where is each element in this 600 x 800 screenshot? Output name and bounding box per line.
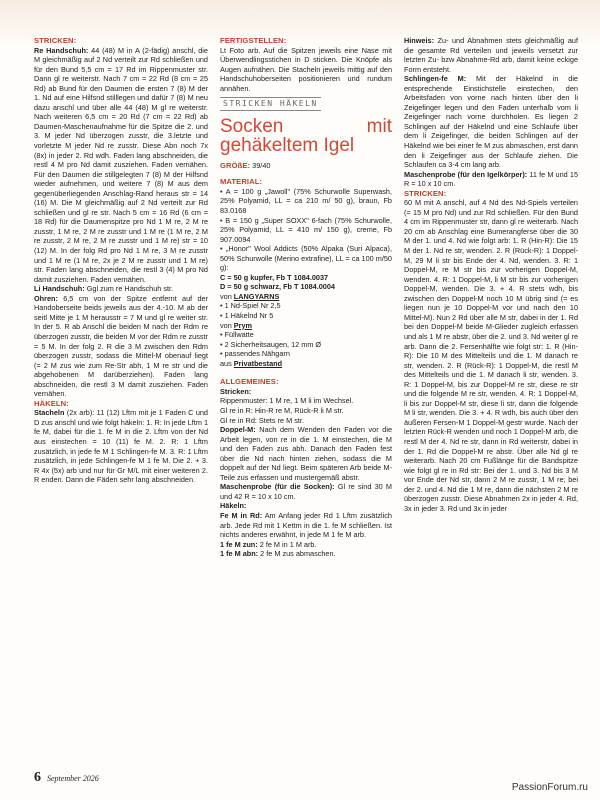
ohren-instructions (34, 294, 208, 399)
column-right (404, 36, 578, 513)
extra-item: • Füllwatte (220, 330, 254, 340)
glre-r-line: Gl re in R: Hin-R re M, Rück-R li M str. (220, 405, 344, 415)
schlingen-title: Schlingen-fe M: (404, 74, 467, 84)
doppel-m-paragraph (220, 425, 392, 482)
page-footer (34, 770, 99, 786)
li-handschuh-text: Ggl zum re Handschuh str. (86, 284, 174, 294)
re-handschuh-instructions (34, 46, 208, 285)
maschenprobe-igel-title: Maschenprobe (für den Igelkörper): (404, 169, 528, 179)
extra-item: • passendes Nähgarn (220, 349, 290, 359)
needle-item: • 1 Häkelnd Nr 5 (220, 311, 274, 321)
von-label: von (220, 320, 232, 330)
glre-rd-line: Gl re in Rd: Stets re M str. (220, 415, 304, 425)
fertigstellen-text: Lt Foto arb. Auf die Spitzen jeweils eine Nase mit Überwendlingsstichen in D sticken. Die Knöpfe als Augen aufnähen. Die Stacheln jeweils mittig auf den Handschuhoberseiten positionieren und rundum annähen. (220, 45, 392, 93)
li-handschuh-title: Li Handschuh: (34, 284, 85, 294)
fem-rd-text: Am Anfang jeder Rd 1 Lftm zusätzlich arb. Jede Rd mit 1 Kettm in die 1. fe M schließen. Ist nichts anderes erwähnt, in jede M 1 fe M arb. (220, 510, 392, 540)
allgemeines-heading: ALLGEMEINES: (220, 377, 279, 387)
issue-date: September 2026 (47, 774, 99, 783)
supplier-line (220, 321, 392, 331)
material-item: D = 50 g schwarz, Fb T 1084.0004 (220, 282, 335, 292)
fem-zun-line (220, 540, 392, 550)
brand-prym: Prym (233, 320, 253, 330)
article-title: Socken mit gehäkeltem Igel (220, 115, 392, 156)
material-item: • „Honor" Wool Addicts (50% Alpaka (Suri Alpaca), 50% Schurwolle (Merino extrafine), LL = ca 100 m/50 g): (220, 244, 392, 273)
doppel-m-text: Nach dem Wenden den Faden vor die Arbeit legen, von re in die 1. M einstechen, die M und den Faden zus abh. Danach den Faden fest über die Nd nach hinten ziehen, sodass die M doppelt auf der Nd liegt. Beim späteren Arb beide M-Teile zus erfassen und mustergemäß abstr. (220, 425, 392, 482)
stacheln-instructions (34, 408, 208, 484)
doppel-m-title: Doppel-M: (220, 425, 256, 435)
maschenprobe-paragraph (220, 482, 392, 501)
ohren-text: 6,5 cm von der Spitze entfernt auf der Handoberseite beids jeweils aus der 4.-10. M ab der seitl Mitte je 1 M herausstr = 7 M und gl re weiter str. In der 5. R ab Anschl die beiden M nach der Rdm re überzogen zusstr, die beiden M vor der Rdm re zusstr = 5 M. In der folg 2. R die 3 M zwischen den Rdm überzogen zusstr, sodass die Mittel-M obenauf liegt (= 2 M zus wie zum Re-Str abh, 1 M re str und die abgehobenen M darüberziehen). Faden lang abschneiden, die restl 3 M damit zusziehen. Faden vernähen. (34, 293, 208, 399)
fem-rd-title: Fe M in Rd: (220, 510, 263, 520)
section-heading-stricken: STRICKEN: (34, 36, 77, 45)
brand-privatbestand: Privatbestand (233, 358, 283, 368)
hinweis-paragraph (404, 36, 578, 74)
brand-langyarns: LANGYARNS (233, 291, 280, 301)
material-item: • A = 100 g „Jawoll" (75% Schurwolle Superwash, 25% Polyamid, LL = ca 210 m/ 50 g), braun, Fb 83.0168 (220, 186, 392, 216)
section-heading-stricken-socks: STRICKEN: (404, 188, 447, 198)
section-heading-haekeln: HÄKELN: (34, 398, 69, 408)
fem-zun-text: 2 fe M in 1 M arb. (259, 539, 317, 549)
haekeln-subheading: Häkeln: (220, 501, 247, 511)
maschenprobe-igel-text: 11 fe M und 15 R = 10 x 10 cm. (404, 169, 578, 189)
rippenmuster-line: Rippenmuster: 1 M re, 1 M li im Wechsel. (220, 396, 354, 406)
material-list (220, 187, 392, 292)
fem-rd-paragraph (220, 511, 392, 540)
material-item: • B = 150 g „Super SOXX" 6-fach (75% Schurwolle, 25% Polyamid, LL = 410 m/ 150 g), creme, Fb 907.0094 (220, 215, 392, 244)
re-handschuh-text: 44 (48) M in A (2-fädig) anschl, die M gleichmäßig auf 2 Nd verteilt zur Rd schließen und für den Bund 5,5 cm = 17 Rd im Rippenmuster str. Dann gl re weiterstr. Nach 7 cm = 22 Rd (8 cm = 25 Rd) ab Bund für den Daumen die ersten 7 (8) M der 1. Nd auf eine Hilfsnd stilllegen und dafür 7 (8) M neu dazu anschl und über alle 44 (48) M gl re weiterstr. Nach weiteren 6,5 cm = 20 Rd (7 cm = 22 Rd) ab Daumen-Maschenaufnahme für die Spitze die 2. und 3. M jeder Nd überzogen zusstr, die 3.letzte und vorletzte M jeder Nd re zusstr. Diese Abn noch 7x (8x) in jeder 2. Rd wdh. Faden lang abschneiden, die restl 4 M pro Nd damit zusziehen. Faden vernähen. Für den Daumen die stillgelegten 7 (8) M der Hilfsnd wieder aufnehmen, und weitere 7 (8) M aus dem gegenüberliegenden Anschlag-Rand heraus str = 14 (16) M. Die M gleichmäßig auf 2 Nd verteilt zur Rd schließen und gl re str. Nach 5 cm = 16 Rd (6 cm = 18 Rd) für die Daumenspitze pro Nd 1 M re, 2 M re zusstr, 1 M re, 2 M re zusstr und 1 M re (1 M re, 2 M re zusstr, 2 M re, 2 M re zusstr und 1 M re) str = 10 (12) M. In der folg Rd pro Nd 1 M re, 3 M re zusstr und 1 M re (1 M re, 2x je 2 M re zusstr und 1 M re) str. Faden lang abschneiden, die restl 3 (4) M pro Nd damit zusziehen. Faden vernähen. (34, 45, 208, 284)
watermark: PassionForum.ru (511, 782, 588, 793)
fem-abn-title: 1 fe M abn: (220, 549, 259, 559)
fem-abn-line (220, 549, 392, 559)
needle-item: • 1 Nd-Spiel Nr 2,5 (220, 301, 281, 311)
supplier-line (220, 292, 392, 302)
groesse-label: GRÖßE: (220, 160, 251, 170)
stacheln-text: (2x arb): 11 (12) Lftm mit je 1 Faden C und D zus anschl und wie folgt häkeln: 1. R: In jede Lftm 1 fe M, dabei für die 1. fe M in die 2. Lftm von der Nd aus einstechen = 10 (11) fe M. 2. R: 1 Lftm zusätzlich, in jede fe M 1 Schlingen-fe M. 3. R: 1 Lftm zusätzlich, in jede Schlingen-fe M 1 fe M. Die 2. + 3. R 4x (5x) arb und nur für Gr M/L mit einer weiteren 2. R enden. Dann die Fäden sehr lang abschneiden. (34, 408, 209, 485)
groesse-line (220, 161, 392, 171)
supplier-line (220, 359, 392, 369)
material-heading: MATERIAL: (220, 177, 263, 187)
groesse-value: 39/40 (252, 160, 271, 170)
maschenprobe-igel-paragraph (404, 170, 578, 189)
fem-zun-title: 1 fe M zun: (220, 539, 258, 549)
section-heading-fertigstellen: FERTIGSTELLEN: (220, 36, 287, 45)
extra-item: • 2 Sicherheitsaugen, 12 mm Ø (220, 339, 322, 349)
stacheln-title: Stacheln (34, 408, 65, 418)
socks-instructions: 60 M mit A anschl, auf 4 Nd des Nd-Spiels verteilen (= 15 M pro Nd) und zur Rd schließen. Für den Bund 4 cm im Rippenmuster str, dann gl re weiterarb. Nach 20 cm ab Anschlag eine Bumerangferse über die 30 M der 1. und 4. Nd wie folgt arb: 1. R (Hin-R): Die 15 M der 1. Nd re str, wenden. 2. R (Rück-R): 1 Doppel-M, 29 M li str bis Ende der 4. Nd, wenden. 3. R: 1 Doppel-M, re M str bis zur vorherigen Doppel-M, wenden. 4. R: 1 Doppel-M, li M str bis zur vorherigen Doppel-M, wenden. Die 3. + 4. R stets wdh, bis zwischen den Doppel-M noch 10 M übrig sind (= es liegen nun je 10 Doppel-M vor und nach den 10 Mittel-M). Nun 2 Rd über alle M str, dabei in der 1. Rd bei den Doppel-M beide M-Glieder zugleich erfassen und als 1 M re abstr, über die 2. und 3. Nd weiter gl re arb. Dann die 2. Fersenhälfte wie folgt str: 1. R (Hin-R): Die 10 M des Mittelteils und die 1. M danach re str, wenden. 2. R (Rück-R): 1 Doppel-M, die restl M des Mittelteils und die 1. M danach li str, wenden. 3. R: 1 Doppel-M, bis zur Doppel-M re str, diese re str und die folgende M re str, wenden. 4. R: 1 Doppel-M, li bis zur Doppel-M str, diese li str, dann die folgende M li str, wenden. Die 3. + 4. R wdh, bis auch über den äußeren Fersen-M 1 Doppel-M gestr wurde. Nach der letzten Rück-R wenden und noch 1 Doppel-M arb, die restl M der 4. Nd re str, dann in Rd weiterstr, dabei in der 1. Rd die Doppel-M re abstr. Über alle Nd gl re weiterarb. Nach 20 cm Fußlänge für die Bandspitze wie folgt gl re in Rd str: Bei der 1. und 3. Nd bis 3 M vor Ende der Nd str, dann 2 M re zusstr, 1 M re; bei der 2. und 4. Nd die 1 M re, dann die nächsten 2 M re überzogen zusstr. Diese Abnahmen 2x in jeder 4. Rd, 3x in jeder 3. Rd und 3x in jeder (404, 198, 579, 513)
column-middle (220, 36, 392, 559)
page-number: 6 (34, 770, 41, 785)
re-handschuh-title: Re Handschuh: (34, 45, 89, 55)
stricken-subheading: Stricken: (220, 386, 252, 396)
von-label: von (220, 291, 232, 301)
li-handschuh-instructions (34, 284, 208, 294)
category-tag: STRICKEN HÄKELN (220, 97, 321, 111)
hinweis-title: Hinweis: (404, 36, 435, 45)
column-left (34, 36, 208, 485)
ohren-title: Ohren: (34, 293, 58, 303)
schlingen-paragraph (404, 74, 578, 169)
fem-abn-text: 2 fe M zus abmaschen. (260, 549, 336, 559)
aus-label: aus (220, 358, 232, 368)
schlingen-text: Mit der Häkelnd in die entsprechende Einstichstelle einstechen, den Arbeitsfaden von vorne nach hinten über den li Zeigefinger legen und den Faden unterhalb vom li Zeigefinger nach vorne durchholen. Es liegen 2 Schlingen auf der Häkelnd und eine Schlaufe über dem li Zeigefinger, die beiden Schlingen auf der Häkelnd wie bei einer fe M zus abmaschen, erst dann den li Zeigefinger aus der Schlaufe ziehen. Die Schlaufen ca 3-4 cm lang arb. (404, 74, 578, 170)
maschenprobe-title: Maschenprobe (für die Socken): (220, 482, 335, 492)
material-item: C = 50 g kupfer, Fb T 1084.0037 (220, 272, 329, 282)
hinweis-text: Zu- und Abnahmen stets gleichmäßig auf die gesamte Rd verteilen und jeweils versetzt zur letzten Zu- bzw Abnahme-Rd arb, damit keine eckige Form entsteht. (404, 36, 578, 74)
maschenprobe-text: Gl re sind 30 M und 42 R = 10 x 10 cm. (220, 482, 392, 501)
